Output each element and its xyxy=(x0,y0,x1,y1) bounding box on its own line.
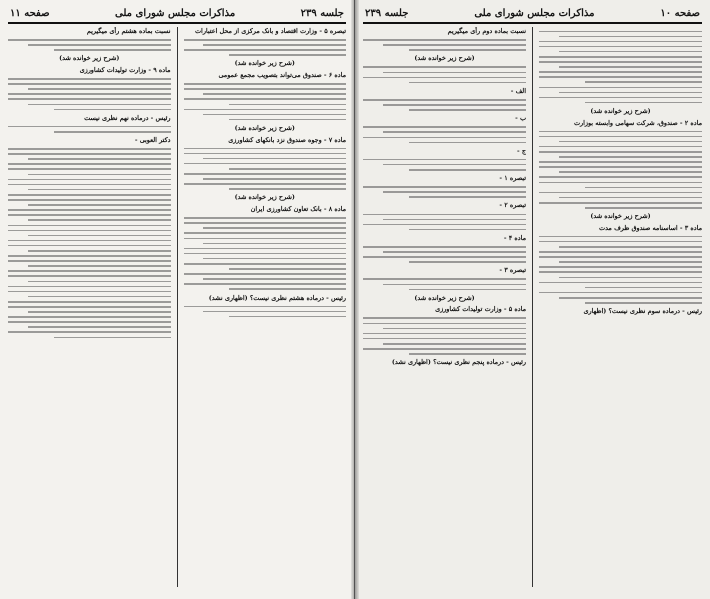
page-number: صفحه ۱۰ xyxy=(660,8,700,19)
read-note: (شرح زیر خوانده شد) xyxy=(414,54,475,63)
paragraph-heading: نسبت بماده هشتم رأی میگیریم xyxy=(86,27,171,35)
text-columns xyxy=(363,27,702,587)
right-page xyxy=(355,0,710,599)
clause-heading: الف - xyxy=(510,86,526,95)
text-column-right xyxy=(539,27,702,587)
running-title: مذاکرات مجلس شورای ملی xyxy=(115,8,236,19)
article-heading: ماده ۴ - xyxy=(503,233,526,242)
page-header xyxy=(8,6,346,24)
book-gutter xyxy=(351,0,359,599)
read-note: (شرح زیر خوانده شد) xyxy=(234,123,295,132)
column-divider xyxy=(532,27,533,587)
read-note: (شرح زیر خوانده شد) xyxy=(234,59,295,68)
clause-heading: ب - xyxy=(515,114,526,123)
note-heading: تبصره ۲ - xyxy=(499,201,526,210)
read-note: (شرح زیر خوانده شد) xyxy=(59,54,120,63)
note-heading: تبصره ۱ - xyxy=(499,174,526,183)
session-label: جلسه ۲۳۹ xyxy=(300,8,344,19)
speaker-line: رئیس - درماده پنجم نظری نیست؟ (اظهاری نشد) xyxy=(391,358,526,367)
paragraph-heading: نسبت بماده دوم رأی میگیریم xyxy=(447,27,526,35)
speaker-line: رئیس - درماده هشتم نظری نیست؟ (اظهاری نشد) xyxy=(208,293,346,302)
running-title: مذاکرات مجلس شورای ملی xyxy=(474,8,595,19)
article-heading: ماده ۶ - صندوق می‌تواند بتصویب مجمع عمومی xyxy=(218,71,346,80)
page-header xyxy=(363,6,702,24)
text-column-left xyxy=(8,27,171,587)
read-note: (شرح زیر خوانده شد) xyxy=(590,106,651,115)
speaker-line: رئیس - درماده سوم نظری نیست؟ (اظهاری xyxy=(583,307,702,316)
speaker-line: دکتر العوبی - xyxy=(134,136,171,144)
clause-heading: ج - xyxy=(516,146,526,155)
text-column-right xyxy=(184,27,347,587)
article-heading: ماده ۳ - اساسنامه صندوق ظرف مدت xyxy=(599,223,702,232)
article-heading: ماده ۸ - بانک تعاون کشاورزی ایران xyxy=(250,205,346,214)
read-note: (شرح زیر خوانده شد) xyxy=(590,212,651,221)
article-heading: ماده ۷ - وجوه صندوق نزد بانکهای کشاورزی xyxy=(228,135,346,144)
paragraph-heading: تبصره ۵ - وزارت اقتصاد و بانک مرکزی از محل اعتبارات xyxy=(195,27,346,35)
article-heading: ماده ۲ - صندوق، شرکت سهامی وابسته بوزارت xyxy=(574,118,702,127)
speaker-line: رئیس - درماده نهم نظری نیست xyxy=(84,113,171,122)
article-heading: ماده ۵ - وزارت تولیدات کشاورزی xyxy=(435,305,526,314)
note-heading: تبصره ۳ - xyxy=(499,266,526,275)
page-number: صفحه ۱۱ xyxy=(10,8,50,19)
session-label: جلسه ۲۳۹ xyxy=(365,8,409,19)
article-heading: ماده ۹ - وزارت تولیدات کشاورزی xyxy=(79,65,171,74)
read-note: (شرح زیر خوانده شد) xyxy=(414,293,475,302)
text-column-left xyxy=(363,27,526,587)
column-divider xyxy=(177,27,178,587)
text-columns xyxy=(8,27,346,587)
read-note: (شرح زیر خوانده شد) xyxy=(234,193,295,202)
